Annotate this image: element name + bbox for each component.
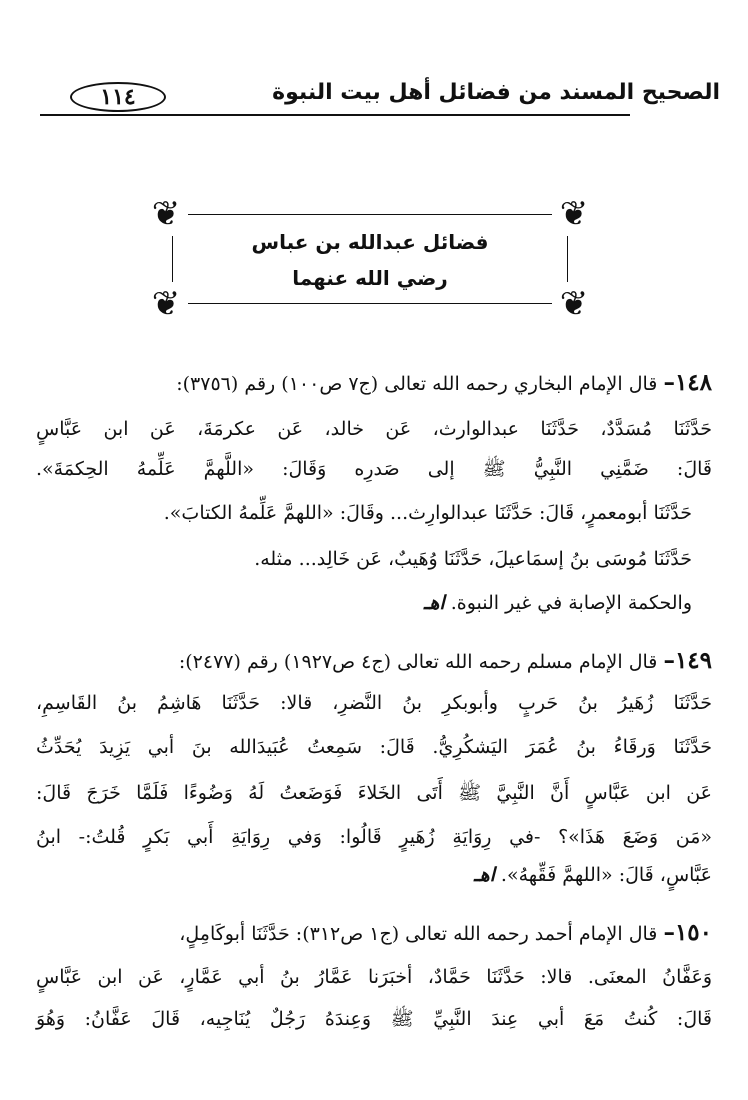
- hadith-149-intro: ١٤٩– قال الإمام مسلم رحمه الله تعالى (ج٤ ص١٩٢٧) رقم (٢٤٧٧):: [178, 647, 712, 674]
- hadith-number: ١٤٨: [674, 369, 712, 396]
- end-mark: اهـ: [423, 592, 445, 614]
- hadith-150-line: وَعَفَّانُ المعنَى. قالا: حَدَّثَنَا حَمَّادٌ، أخبَرَنا عَمَّارُ بنُ أبي عَمَّارٍ، عَن ابن عَبَّاسٍ: [36, 966, 712, 988]
- ornament-icon: ❦: [144, 282, 188, 326]
- ornament-icon: ❦: [552, 192, 596, 236]
- hadith-149-line: حَدَّثَنَا زُهَيرُ بنُ حَربٍ وأبوبكرِ بنُ النَّضرِ، قالا: حَدَّثَنَا هَاشِمُ بنُ القَاسِمِ،: [36, 692, 712, 714]
- hadith-source: قال الإمام أحمد رحمه الله تعالى (ج١ ص٣١٢): حَدَّثَنَا أبوكَامِلٍ،: [179, 923, 658, 945]
- hadith-text: عَبَّاسٍ، قَالَ: «اللهمَّ فَقِّههُ».: [500, 864, 712, 886]
- hadith-text: والحكمة الإصابة في غير النبوة.: [450, 592, 692, 614]
- hadith-148-line: حَدَّثَنَا مُسَدَّدٌ، حَدَّثَنَا عبدالوارث، عَن خالد، عَن عكرمَةَ، عَن ابن عَبَّاسٍ: [36, 418, 712, 440]
- page-header: [40, 76, 720, 120]
- hadith-149-line: عَن ابن عَبَّاسٍ أَنَّ النَّبِيَّ ﷺ أَتَى الخَلاءَ فَوَضَعتُ لَهُ وَضُوءًا فَلَمَّا خَرَجَ قَالَ:: [36, 782, 712, 804]
- hadith-150-line: قَالَ: كُنتُ مَعَ أبي عِندَ النَّبِيِّ ﷺ وَعِندَهُ رَجُلٌ يُنَاجِيه، قَالَ عَفَّانُ: وَهُوَ: [36, 1008, 712, 1030]
- ornament-icon: ❦: [144, 192, 188, 236]
- hadith-149-closing: [36, 858, 712, 892]
- page-number: ١١٤: [70, 82, 166, 112]
- book-title: الصحيح المسند من فضائل أهل بيت النبوة: [272, 80, 720, 105]
- hadith-number: ١٥٠: [674, 919, 712, 946]
- hadith-source: قال الإمام مسلم رحمه الله تعالى (ج٤ ص١٩٢٧) رقم (٢٤٧٧):: [178, 651, 658, 673]
- chapter-subtitle: رضي الله عنهما: [292, 266, 448, 290]
- hadith-number: ١٤٩: [674, 647, 712, 674]
- hadith-148-line: حَدَّثَنَا أبومعمرٍ، قَالَ: حَدَّثَنَا عبدالوارِث... وقَالَ: «اللهمَّ عَلِّمهُ الكتابَ».: [163, 502, 692, 524]
- hadith-150-intro: ١٥٠– قال الإمام أحمد رحمه الله تعالى (ج١ ص٣١٢): حَدَّثَنَا أبوكَامِلٍ،: [179, 919, 712, 946]
- ornament-icon: ❦: [552, 282, 596, 326]
- hadith-148-line: قَالَ: ضَمَّنِي النَّبِيُّ ﷺ إلى صَدرِه وَقَالَ: «اللَّهمَّ عَلِّمهُ الحِكمَةَ».: [36, 458, 712, 480]
- chapter-title-frame: [151, 194, 589, 324]
- chapter-title: فضائل عبدالله بن عباس: [251, 230, 489, 254]
- frame-border: [172, 214, 568, 304]
- header-rule: [40, 114, 630, 116]
- hadith-148-intro: ١٤٨– قال الإمام البخاري رحمه الله تعالى (ج٧ ص١٠٠) رقم (٣٧٥٦):: [176, 369, 712, 396]
- hadith-148-closing: [36, 586, 692, 620]
- hadith-source: قال الإمام البخاري رحمه الله تعالى (ج٧ ص١٠٠) رقم (٣٧٥٦):: [176, 373, 658, 395]
- hadith-148-line: حَدَّثَنَا مُوسَى بنُ إسمَاعيلَ، حَدَّثَنَا وُهَيبٌ، عَن خَالِد... مثله.: [254, 548, 692, 570]
- hadith-149-line: «مَن وَضَعَ هَذَا»؟ -في رِوَايَةِ زُهَيرٍ قَالُوا: وَفي رِوَايَةِ أَبي بَكرٍ قُلتُ:- ابنُ: [36, 826, 712, 848]
- end-mark: اهـ: [474, 864, 495, 886]
- hadith-149-line: حَدَّثَنَا وَرقَاءُ بنُ عُمَرَ اليَشكُرِيُّ. قَالَ: سَمِعتُ عُبَيدَالله بنَ أبي يَزِيدَ يُحَدِّثُ: [36, 736, 712, 758]
